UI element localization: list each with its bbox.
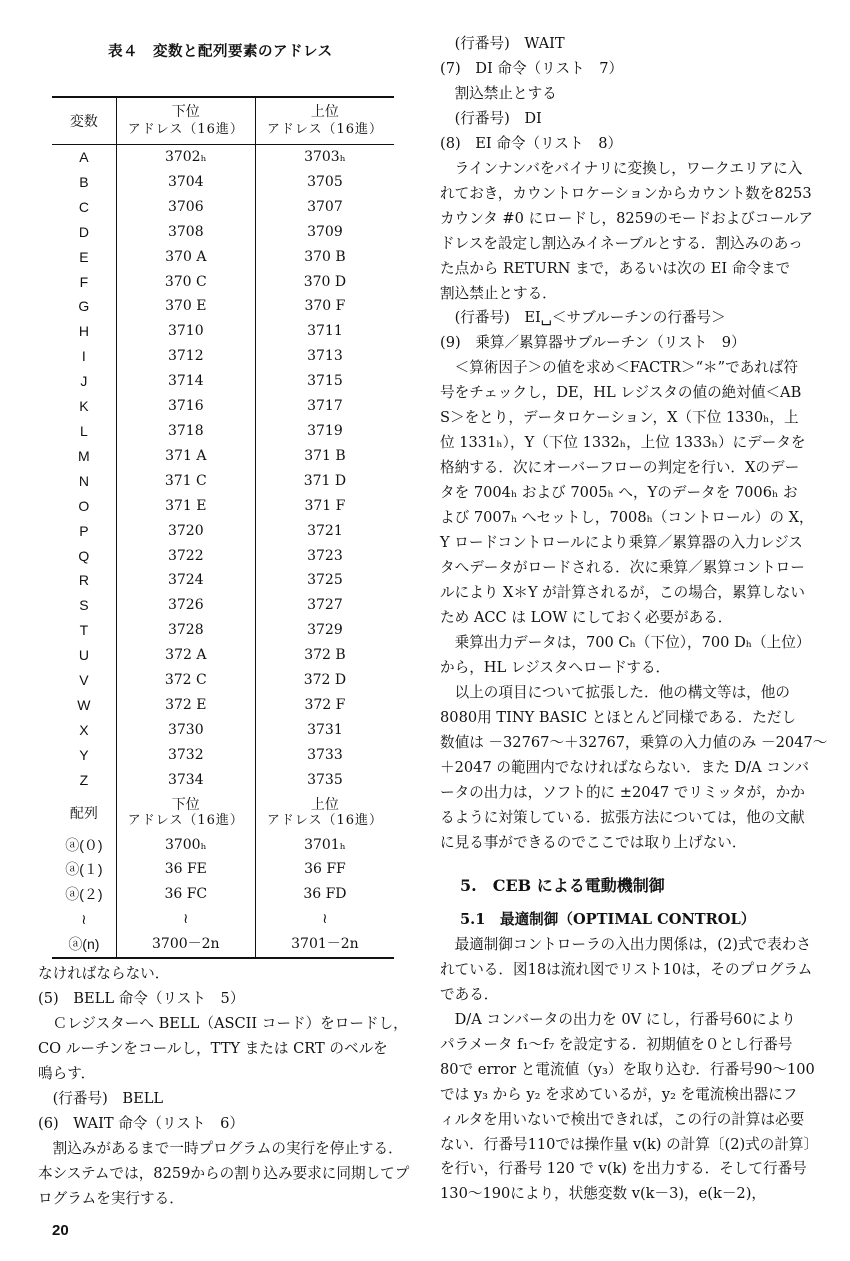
text-line: S＞をとり，データロケーション，X（下位 1330ₕ，上	[440, 409, 799, 427]
text-line: 割込みがあるまで一時プログラムの実行を停止する．	[38, 1139, 403, 1157]
cell-low-address: 3710	[116, 319, 255, 344]
header-low-bottom: アドレス（16進）	[127, 122, 244, 137]
text-line: パラメータ f₁～f₇ を設定する．初期値を０とし行番号	[440, 1035, 793, 1053]
array-header-high-bottom: アドレス（16進）	[266, 812, 383, 828]
cell-low-address: 3732	[116, 743, 255, 768]
cell-high-address: 371 B	[304, 447, 346, 464]
table-row	[52, 245, 394, 270]
cell-variable: A	[52, 145, 116, 170]
cell-low-address: 3712	[116, 344, 255, 369]
cell-high-address: 370 B	[304, 248, 346, 265]
right-column-text	[440, 32, 828, 855]
text-line: 数値は －32767～＋32767，乗算の入力値のみ －2047～	[440, 733, 828, 751]
table-row	[52, 668, 394, 693]
text-line: ルにより X＊Y が計算されるが，この場合，累算しない	[440, 583, 805, 601]
cell-high-address: 372 F	[304, 696, 346, 713]
text-line: 鳴らす．	[38, 1064, 96, 1082]
text-line: ドレスを設定し割込みイネーブルとする．割込みのあっ	[440, 234, 803, 252]
array-header-low-bottom: アドレス（16進）	[127, 812, 244, 828]
table-row	[52, 319, 394, 344]
cell-low-address: 372 C	[116, 668, 255, 693]
cell-variable: ⓐ(１)	[52, 857, 116, 882]
text-line: 乗算出力データは，700 Cₕ（下位），700 Dₕ（上位）	[440, 633, 811, 651]
text-line: 号をチェックし，DE，HL レジスタの値の絶対値＜AB	[440, 384, 802, 402]
text-line: D/A コンバータの出力を 0V にし，行番号60により	[440, 1010, 796, 1028]
header-low-address	[116, 97, 255, 145]
cell-low-address: 3700－2n	[116, 932, 255, 958]
cell-high-address: ≀	[322, 911, 328, 928]
text-line: (8) EI 命令（リスト 8）	[440, 134, 623, 152]
cell-low-address: 372 A	[116, 643, 255, 668]
cell-high-address: 371 D	[303, 472, 347, 489]
cell-low-address: 3726	[116, 593, 255, 618]
cell-variable: X	[52, 718, 116, 743]
text-line: (行番号) BELL	[38, 1089, 164, 1107]
cell-variable: O	[52, 494, 116, 519]
header-high-bottom: アドレス（16進）	[266, 122, 383, 137]
text-line: ＋2047 の範囲内でなければならない．また D/A コンバ	[440, 758, 810, 776]
cell-high-address: 3719	[307, 422, 343, 439]
table-row	[52, 618, 394, 643]
text-line: に見る事ができるのでここでは取り上げない．	[440, 833, 747, 851]
text-line: れている．図18は流れ図でリスト10は，そのプログラム	[440, 960, 813, 978]
table-row	[52, 882, 394, 907]
text-line: 130～190により，状態変数 v(k－3)，e(k－2)，	[440, 1185, 766, 1203]
cell-variable: M	[52, 444, 116, 469]
table-row	[52, 220, 394, 245]
table-row	[52, 469, 394, 494]
cell-variable: D	[52, 220, 116, 245]
table-row	[52, 907, 394, 932]
cell-variable: R	[52, 568, 116, 593]
text-line: 本システムでは，8259からの割り込み要求に同期してプ	[38, 1164, 410, 1182]
cell-low-address: 370 E	[116, 294, 255, 319]
cell-low-address: 3716	[116, 394, 255, 419]
cell-high-address: 3721	[307, 522, 343, 539]
text-line: から，HL レジスタへロードする．	[440, 658, 671, 676]
text-line: ラインナンバをバイナリに変換し，ワークエリアに入	[440, 159, 803, 177]
cell-high-address: 372 D	[303, 672, 347, 689]
header-array: 配列	[52, 793, 116, 833]
table-caption: 表４ 変数と配列要素のアドレス	[108, 43, 333, 60]
cell-variable: ⓐ(n)	[52, 932, 116, 958]
cell-variable: E	[52, 245, 116, 270]
cell-low-address: 371 A	[116, 444, 255, 469]
table-row	[52, 718, 394, 743]
cell-low-address: 3730	[116, 718, 255, 743]
address-table	[52, 96, 394, 959]
cell-high-address: 3735	[307, 771, 343, 788]
text-line: (6) WAIT 命令（リスト 6）	[38, 1114, 244, 1132]
text-line: 以上の項目について拡張した．他の構文等は，他の	[440, 683, 790, 701]
cell-high-address: 3731	[307, 721, 343, 738]
cell-variable: Z	[52, 768, 116, 793]
text-line: (5) BELL 命令（リスト 5）	[38, 989, 245, 1007]
cell-low-address: 3704	[116, 170, 255, 195]
cell-variable: G	[52, 294, 116, 319]
cell-high-address: 3725	[307, 572, 343, 589]
table-row	[52, 444, 394, 469]
cell-high-address: 370 D	[303, 273, 347, 290]
cell-high-address: 370 F	[304, 298, 346, 315]
text-line: 位 1331ₕ），Y（下位 1332ₕ，上位 1333ₕ）にデータを	[440, 434, 806, 452]
cell-high-address: 3715	[307, 373, 343, 390]
cell-high-address: 3709	[307, 223, 343, 240]
cell-high-address: 3723	[307, 547, 343, 564]
cell-variable: Y	[52, 743, 116, 768]
page-number: 20	[52, 1222, 69, 1239]
cell-variable: V	[52, 668, 116, 693]
cell-low-address: 36 FC	[116, 882, 255, 907]
cell-low-address: 371 E	[116, 494, 255, 519]
section-subheading: 5.1 最適制御（OPTIMAL CONTROL）	[460, 910, 756, 928]
section-heading: 5. CEB による電動機制御	[460, 876, 665, 895]
cell-variable: S	[52, 593, 116, 618]
cell-variable: T	[52, 618, 116, 643]
section-5	[440, 874, 820, 1207]
cell-low-address: 3714	[116, 369, 255, 394]
cell-low-address: 3720	[116, 519, 255, 544]
text-line: である．	[440, 985, 499, 1003]
text-line: た点から RETURN まで，あるいは次の EI 命令まで	[440, 259, 791, 277]
cell-variable: F	[52, 270, 116, 295]
array-header-high-top: 上位	[310, 796, 339, 813]
cell-high-address: 3729	[307, 622, 343, 639]
table-row	[52, 270, 394, 295]
table-row	[52, 419, 394, 444]
table-row	[52, 294, 394, 319]
cell-high-address: 3711	[307, 323, 343, 340]
text-line: 最適制御コントローラの入出力関係は，(2)式で表わさ	[440, 935, 811, 953]
text-line: 80で error と電流値（y₃）を取り込む．行番号90～100	[440, 1060, 815, 1078]
table-row	[52, 344, 394, 369]
text-line: を行い，行番号 120 で v(k) を出力する．そして行番号	[440, 1160, 807, 1178]
cell-variable: Q	[52, 544, 116, 569]
header-variable: 変数	[52, 97, 116, 145]
text-line: 8080用 TINY BASIC とほとんど同様である．ただし	[440, 708, 797, 726]
text-line: ィルタを用いないで検出できれば，この行の計算は必要	[440, 1110, 805, 1128]
cell-high-address: 3707	[307, 198, 343, 215]
cell-low-address: 372 E	[116, 693, 255, 718]
header-high-address	[255, 97, 394, 145]
cell-variable: I	[52, 344, 116, 369]
array-header-high	[255, 793, 394, 833]
cell-high-address: 3713	[307, 348, 343, 365]
text-line: Ｃレジスターへ BELL（ASCII コード）をロードし，	[38, 1014, 408, 1032]
cell-variable: U	[52, 643, 116, 668]
table-row	[52, 693, 394, 718]
array-header-low-top: 下位	[171, 796, 200, 813]
cell-low-address: 3734	[116, 768, 255, 793]
text-line: (行番号) WAIT	[440, 35, 565, 52]
left-column-text	[38, 962, 418, 1212]
text-line: タへデータがロードされる．次に乗算／累算コントロー	[440, 559, 805, 577]
cell-variable: ⓐ(０)	[52, 833, 116, 858]
text-line: るように対策している．拡張方法については，他の文献	[440, 808, 805, 826]
text-line: カウンタ #0 にロードし，8259のモードおよびコールア	[440, 209, 813, 227]
cell-high-address: 3717	[307, 398, 343, 415]
header-low-top: 下位	[171, 104, 200, 120]
cell-high-address: 3727	[307, 597, 343, 614]
cell-low-address: 3722	[116, 544, 255, 569]
cell-high-address: 3705	[307, 173, 343, 190]
text-line: (行番号) EI␣＜サブルーチンの行番号＞	[440, 309, 726, 327]
cell-low-address: 3708	[116, 220, 255, 245]
cell-variable: ⓐ(２)	[52, 882, 116, 907]
text-line: 割込禁止とする	[440, 84, 557, 102]
cell-variable: J	[52, 369, 116, 394]
cell-variable: ≀	[52, 907, 116, 932]
cell-high-address: 371 F	[304, 497, 346, 514]
cell-low-address: 3728	[116, 618, 255, 643]
cell-low-address: 3700ₕ	[116, 833, 255, 858]
text-line: タを 7004ₕ および 7005ₕ へ，Yのデータを 7006ₕ お	[440, 484, 798, 502]
cell-variable: K	[52, 394, 116, 419]
table-row	[52, 932, 394, 958]
table-row	[52, 593, 394, 618]
table-row	[52, 857, 394, 882]
text-line: れておき，カウントロケーションからカウント数を8253	[440, 184, 812, 202]
cell-high-address: 372 B	[304, 647, 346, 664]
cell-high-address: 3701ₕ	[304, 836, 346, 853]
cell-variable: C	[52, 195, 116, 220]
cell-high-address: 36 FD	[303, 886, 347, 903]
cell-high-address: 36 FF	[304, 861, 346, 878]
text-line: (7) DI 命令（リスト 7）	[440, 59, 624, 77]
header-high-top: 上位	[310, 104, 339, 120]
table-row	[52, 394, 394, 419]
text-line: では y₃ から y₂ を求めているが，y₂ を電流検出器にフ	[440, 1085, 798, 1103]
table-row	[52, 369, 394, 394]
text-line: ログラムを実行する．	[38, 1189, 184, 1207]
table-header-row	[52, 97, 394, 145]
table-row	[52, 519, 394, 544]
cell-low-address: 370 A	[116, 245, 255, 270]
table-row	[52, 568, 394, 593]
cell-variable: B	[52, 170, 116, 195]
text-line: よび 7007ₕ へセットし，7008ₕ（コントロール）の X，	[440, 509, 814, 527]
text-line: ータの出力は，ソフト的に ±2047 でリミッタが，かか	[440, 783, 805, 801]
text-line: Y ロードコントロールにより乗算／累算器の入力レジス	[440, 534, 803, 552]
cell-variable: W	[52, 693, 116, 718]
text-line: 割込禁止とする．	[440, 284, 557, 302]
array-header-low	[116, 793, 255, 833]
text-line: 格納する．次にオーバーフローの判定を行い．Xのデー	[440, 459, 800, 477]
text-line: ない．行番号110では操作量 v(k) の計算〔(2)式の計算〕	[440, 1135, 819, 1153]
cell-low-address: 3718	[116, 419, 255, 444]
text-line: (9) 乗算／累算器サブルーチン（リスト 9）	[440, 334, 746, 352]
cell-low-address: ≀	[116, 907, 255, 932]
table-row	[52, 195, 394, 220]
cell-low-address: 3724	[116, 568, 255, 593]
array-header-row	[52, 793, 394, 833]
text-line: なければならない．	[38, 965, 170, 982]
cell-low-address: 3706	[116, 195, 255, 220]
cell-high-address: 3701－2n	[255, 932, 394, 958]
cell-high-address: 3703ₕ	[304, 149, 346, 165]
table-row	[52, 544, 394, 569]
table-row	[52, 768, 394, 793]
table-row	[52, 494, 394, 519]
cell-high-address: 3733	[307, 746, 343, 763]
cell-low-address: 3702ₕ	[116, 145, 255, 170]
text-line: ため ACC は LOW にしておく必要がある．	[440, 608, 733, 626]
text-line: (行番号) DI	[440, 109, 542, 127]
cell-low-address: 371 C	[116, 469, 255, 494]
cell-variable: L	[52, 419, 116, 444]
cell-variable: P	[52, 519, 116, 544]
table-row	[52, 145, 394, 170]
cell-low-address: 370 C	[116, 270, 255, 295]
cell-variable: H	[52, 319, 116, 344]
table-row	[52, 170, 394, 195]
cell-variable: N	[52, 469, 116, 494]
cell-low-address: 36 FE	[116, 857, 255, 882]
text-line: ＜算術因子＞の値を求め＜FACTR＞“＊”であれば符	[440, 359, 799, 377]
table-row	[52, 833, 394, 858]
table-row	[52, 743, 394, 768]
text-line: CO ルーチンをコールし，TTY または CRT のベルを	[38, 1039, 388, 1057]
table-row	[52, 643, 394, 668]
